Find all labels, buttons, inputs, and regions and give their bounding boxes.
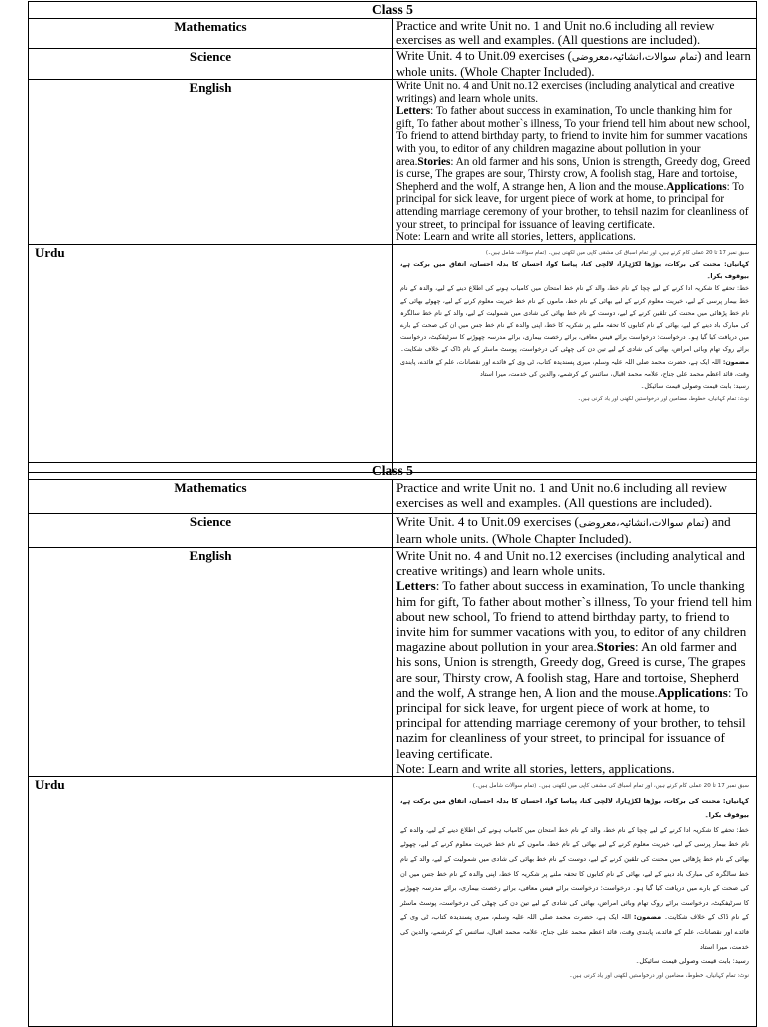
english-intro: Write Unit no. 4 and Unit no.12 exercises (including analytical and creative writings) and learn whole units. <box>396 80 735 105</box>
class-row <box>29 463 757 480</box>
mathematics-content: Practice and write Unit no. 1 and Unit no.6 including all review exercises as well and examples. (All questions are included). <box>393 19 757 49</box>
stories-label: Stories <box>596 639 635 655</box>
applications-text: : To principal for sick leave, for urgent piece of work at home, to principal for attending marriage ceremony of your brother, to tehsil nazim for cleanliness of your street, to principal for issuance of leaving certificate. <box>396 684 749 761</box>
urdu-essays-label: مضمون: <box>722 358 749 366</box>
science-text-end: ) and learn whole units. (Whole Chapter Included). <box>396 49 751 79</box>
mathematics-content: Practice and write Unit no. 1 and Unit no.6 including all review exercises as well and examples. (All questions are included). <box>393 480 757 514</box>
urdu-body: خط: تحفے کا شکریہ ادا کرنے کے لیے چچا کے نام خط، والد کے نام خط امتحان میں کامیاب ہونے کی اطلاع دینے کے لیے، والدہ کے نام خط بیمار پرسی کے لیے، خیریت معلوم کرنے کے لیے بھائی کے نام خط، ماموں کے نام خط خیریت معلوم کرنے کے لیے، چھوٹے بھائی کے نام خط پڑھائی میں محنت کی تلقین کرنے کے لیے، دوست کے نام خط بھائی کی شادی میں شمولیت کے لیے، والد کے نام خط سالگرہ کی مبارک باد دینے کے لیے، بھائی کے نام کتابوں کا تحفہ ملنے پر شکریہ کا خط، اپنی والدہ کے نام خط جس میں ان کی صحت کے بارے میں دریافت کیا گیا ہو۔ درخواست: درخواست برائے فیس معافی، برائے رخصت بیماری، برائے مدرسہ چھوڑنے کا سرٹیفکیٹ، درخواست برائے روک تھام وبائی امراض، بھائی کی شادی کے لیے تین دن کی چھٹی کی درخواست، پوسٹ ماسٹر کے نام ڈاک کے خلاف شکایت۔ <box>400 825 750 922</box>
class-title: Class 5 <box>29 2 757 19</box>
urdu-content <box>393 777 757 1027</box>
stories-text: : An old farmer and his sons, Union is strength, Greedy dog, Greed is curse, The grapes are sour, Thirsty crow, A foolish stag, Hare and tortoise, Shepherd and the wolf, A strange hen, A lion and the mouse. <box>396 639 746 700</box>
letters-text: : To father about success in examination, To uncle thanking him for gift, To father about mother`s illness, To your friend tell him about new school, To friend to attend birthday party, to friend to invite him for summer vacations with you, to editor of any children magazine about pollution in your area. <box>396 578 752 655</box>
syllabus-table-1 <box>28 1 757 473</box>
science-urdu-text: تمام سوالات،انشائیہ،معروضی <box>578 518 705 529</box>
english-note: Note: Learn and write all stories, letters, applications. <box>396 760 675 776</box>
urdu-text-block <box>396 245 753 408</box>
urdu-row <box>29 777 757 1027</box>
english-row <box>29 548 757 777</box>
science-urdu-text: تمام سوالات،انشائیہ،معروضی <box>571 52 698 63</box>
urdu-content <box>393 244 757 472</box>
subject-urdu: Urdu <box>29 244 393 472</box>
urdu-line-1: سبق نمبر 17 تا 20 عملی کام کرنے ہیں، اور تمام اسباق کی مشقی کاپی میں لکھنی ہیں۔ (تمام سوالات شامل ہیں۔) <box>485 249 749 256</box>
urdu-text-block <box>396 777 753 985</box>
urdu-line-2: کہانیاں: محنت کی برکات، بوڑھا لکڑہارا، لالچی کتا، پیاسا کوا، احسان کا بدلہ احسان، اتفاق میں برکت ہے، بیوقوف بکرا۔ <box>400 260 749 281</box>
subject-science: Science <box>29 514 393 548</box>
urdu-note: نوٹ: تمام کہانیاں، خطوط، مضامین اور درخواستیں لکھنی اور یاد کرنی ہیں۔ <box>577 396 749 403</box>
urdu-note: نوٹ: تمام کہانیاں، خطوط، مضامین اور درخواستیں لکھنی اور یاد کرنی ہیں۔ <box>569 972 749 979</box>
urdu-essays: اللہ ایک ہے، حضرت محمد صلی اللہ علیہ وسلم، میری پسندیدہ کتاب، ٹی وی کے فائدے اور نقصانات، علم کے فائدے، پابندی وقت، قائد اعظم محمد علی جناح، علامہ محمد اقبال، سائنس کے کرشمے، والدین کی خدمت، میرا استاد <box>400 913 749 951</box>
urdu-body: خط: تحفے کا شکریہ ادا کرنے کے لیے چچا کے نام خط، والد کے نام خط امتحان میں کامیاب ہونے کی اطلاع دینے کے لیے، والدہ کے نام خط بیمار پرسی کے لیے، خیریت معلوم کرنے کے لیے بھائی کے نام خط، ماموں کے نام خط خیریت معلوم کرنے کے لیے، چھوٹے بھائی کے نام خط پڑھائی میں محنت کی تلقین کرنے کے لیے، دوست کے نام خط بھائی کی شادی میں شمولیت کے لیے، والد کے نام خط سالگرہ کی مبارک باد دینے کے لیے، بھائی کے نام کتابوں کا تحفہ ملنے پر شکریہ کا خط، اپنی والدہ کے نام خط جس میں ان کی صحت کے بارے میں دریافت کیا گیا ہو۔ درخواست: درخواست برائے فیس معافی، برائے رخصت بیماری، برائے مدرسہ چھوڑنے کا سرٹیفکیٹ، درخواست برائے روک تھام وبائی امراض، بھائی کی شادی کے لیے تین دن کی چھٹی کی درخواست، پوسٹ ماسٹر کے نام ڈاک کے خلاف شکایت۔ <box>400 285 749 354</box>
letters-text: : To father about success in examination, To uncle thanking him for gift, To father about mother`s illness, To your friend tell him about new school, To friend to attend birthday party, to friend to invite him for summer vacations with you, to editor of any children magazine about pollution in your area. <box>396 105 751 168</box>
applications-label: Applications <box>666 180 727 193</box>
class-row <box>29 2 757 19</box>
letters-label: Letters <box>396 578 436 594</box>
urdu-receipt: رسید: بابت قیمت وصولی قیمت سائیکل۔ <box>635 957 749 966</box>
urdu-row <box>29 244 757 472</box>
english-row <box>29 80 757 245</box>
english-content <box>393 548 757 777</box>
letters-label: Letters <box>396 105 431 118</box>
urdu-essays: اللہ ایک ہے، حضرت محمد صلی اللہ علیہ وسلم، میری پسندیدہ کتاب، ٹی وی کے فائدے اور نقصانات، علم کے فائدے، پابندی وقت، قائد اعظم محمد علی جناح، علامہ محمد اقبال، سائنس کے کرشمے، والدین کی خدمت، میرا استاد <box>400 358 749 378</box>
subject-english: English <box>29 80 393 245</box>
science-content <box>393 514 757 548</box>
stories-label: Stories <box>417 155 451 168</box>
mathematics-row <box>29 480 757 514</box>
urdu-essays-label: مضمون: <box>633 913 662 922</box>
class-title: Class 5 <box>29 463 757 480</box>
applications-text: : To principal for sick leave, for urgent piece of work at home, to principal for attending marriage ceremony of your brother, to tehsil nazim for cleanliness of your street, to principal for issuance of leaving certificate. <box>396 180 749 231</box>
subject-urdu: Urdu <box>29 777 393 1027</box>
science-text-start: Write Unit. 4 to Unit.09 exercises ( <box>396 49 572 63</box>
urdu-line-1: سبق نمبر 17 تا 20 عملی کام کرنے ہیں، اور تمام اسباق کی مشقی کاپی میں لکھنی ہیں۔ (تمام سوالات شامل ہیں۔) <box>472 783 749 790</box>
english-intro: Write Unit no. 4 and Unit no.12 exercises (including analytical and creative writings) and learn whole units. <box>396 548 745 579</box>
science-text-start: Write Unit. 4 to Unit.09 exercises ( <box>396 514 579 529</box>
science-content <box>393 49 757 80</box>
mathematics-row <box>29 19 757 49</box>
english-note: Note: Learn and write all stories, letters, applications. <box>396 231 636 244</box>
subject-english: English <box>29 548 393 777</box>
science-row <box>29 514 757 548</box>
urdu-line-2: کہانیاں: محنت کی برکات، بوڑھا لکڑہارا، لالچی کتا، پیاسا کوا، احسان کا بدلہ احسان، اتفاق میں برکت ہے، بیوقوف بکرا۔ <box>400 796 749 820</box>
subject-mathematics: Mathematics <box>29 480 393 514</box>
subject-mathematics: Mathematics <box>29 19 393 49</box>
applications-label: Applications <box>657 684 728 700</box>
subject-science: Science <box>29 49 393 80</box>
science-text-end: ) and learn whole units. (Whole Chapter Included). <box>396 514 731 547</box>
science-row <box>29 49 757 80</box>
stories-text: : An old farmer and his sons, Union is strength, Greedy dog, Greed is curse, The grapes are sour, Thirsty crow, A foolish stag, Hare and tortoise, Shepherd and the wolf, A strange hen, A lion and the mouse. <box>396 155 751 193</box>
syllabus-table-2 <box>28 462 757 1027</box>
english-content <box>393 80 757 245</box>
urdu-receipt: رسید: بابت قیمت وصولی قیمت سائیکل۔ <box>640 382 749 390</box>
